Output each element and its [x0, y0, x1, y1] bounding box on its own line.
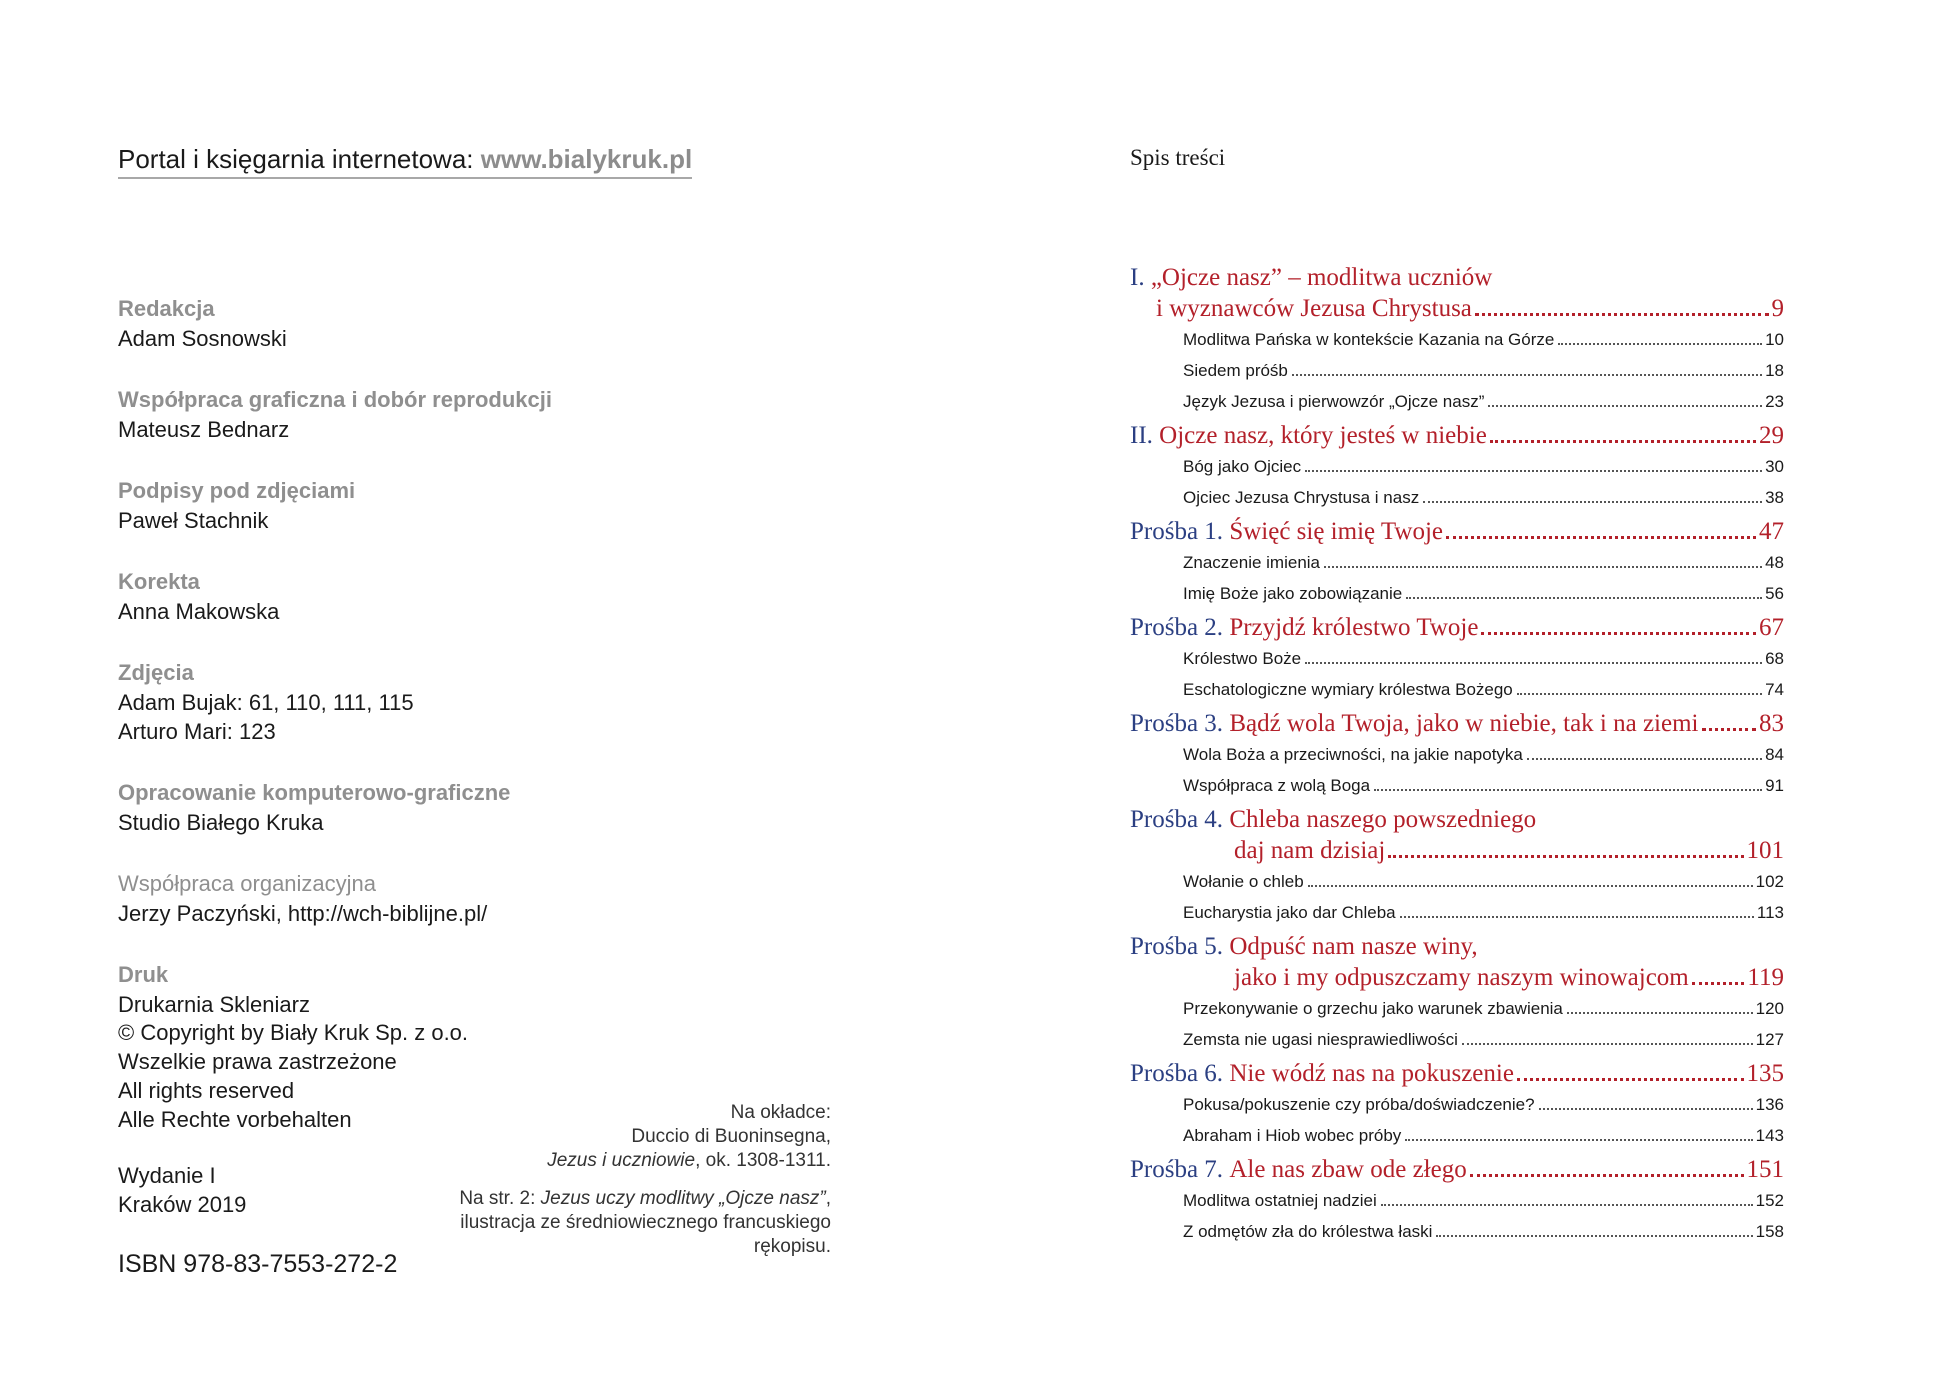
dot-leader	[1702, 728, 1757, 731]
toc-subentry[interactable]	[1183, 1216, 1784, 1247]
chapter-heading[interactable]	[1130, 612, 1784, 643]
dot-leader	[1527, 758, 1762, 760]
chapter-title: Ojcze nasz, który jesteś w niebie	[1159, 422, 1487, 449]
chapter-page: 135	[1746, 1060, 1784, 1087]
toc-subentry[interactable]	[1183, 355, 1784, 386]
toc-subentry[interactable]	[1183, 482, 1784, 513]
subentry-page: 136	[1755, 1095, 1784, 1114]
chapter-heading[interactable]	[1130, 420, 1784, 451]
chapter-title-line	[1130, 293, 1784, 324]
credit-label: Redakcja	[118, 296, 215, 321]
dot-leader	[1517, 1078, 1744, 1081]
subentry-page: 113	[1756, 903, 1784, 922]
dot-leader	[1305, 662, 1762, 664]
credit-block	[118, 294, 718, 353]
chapter-number: Prośba 4.	[1130, 806, 1224, 833]
rights-line-pl: Wszelkie prawa zastrzeżone	[118, 1049, 397, 1074]
subentry-page: 91	[1765, 776, 1784, 795]
credit-value: Adam Bujak: 61, 110, 111, 115	[118, 690, 414, 715]
subentry-title: Siedem próśb	[1183, 361, 1288, 380]
chapter-title-line	[1130, 612, 1784, 643]
credit-label: Korekta	[118, 569, 200, 594]
dot-leader	[1400, 916, 1754, 918]
credit-label: Opracowanie komputerowo-graficzne	[118, 780, 511, 805]
dot-leader	[1324, 566, 1762, 568]
subentry-page: 68	[1765, 649, 1784, 668]
cover-author: Duccio di Buoninsegna,	[631, 1126, 831, 1147]
edition-place-year: Kraków 2019	[118, 1192, 247, 1217]
toc-heading: Spis treści	[1130, 145, 1226, 170]
isbn: ISBN 978-83-7553-272-2	[118, 1250, 398, 1278]
chapter-title-line	[1130, 835, 1784, 866]
chapter-title: Święć się imię Twoje	[1229, 518, 1444, 545]
chapter-heading[interactable]	[1130, 804, 1784, 866]
toc-subentry[interactable]	[1183, 1024, 1784, 1055]
toc-chapter	[1130, 262, 1784, 417]
dot-leader	[1539, 1108, 1753, 1110]
chapter-page: 67	[1759, 614, 1784, 641]
dot-leader	[1292, 374, 1762, 376]
credit-label: Druk	[118, 962, 169, 987]
credit-value: Adam Sosnowski	[118, 326, 287, 351]
credit-block	[118, 567, 718, 626]
credit-block	[118, 869, 718, 928]
subentry-title: Bóg jako Ojciec	[1183, 457, 1302, 476]
dot-leader	[1490, 440, 1756, 443]
subentry-title: Pokusa/pokuszenie czy próba/doświadczenie?	[1183, 1095, 1535, 1114]
chapter-title: Odpuść nam nasze winy,	[1229, 933, 1478, 960]
credits-list	[118, 294, 718, 1051]
toc-chapter	[1130, 708, 1784, 801]
subentry-page: 127	[1755, 1030, 1784, 1049]
dot-leader	[1470, 1174, 1744, 1177]
subentry-page: 152	[1755, 1191, 1784, 1210]
credit-value: Arturo Mari: 123	[118, 719, 276, 744]
page2-caption	[411, 1187, 831, 1259]
subentry-page: 158	[1755, 1222, 1784, 1241]
edition-block	[118, 1161, 246, 1219]
chapter-heading[interactable]	[1130, 1058, 1784, 1089]
dot-leader	[1305, 470, 1762, 472]
credit-value: Drukarnia Skleniarz	[118, 992, 310, 1017]
subentry-page: 48	[1765, 553, 1784, 572]
chapter-title: Chleba naszego powszedniego	[1229, 806, 1537, 833]
chapter-title-line	[1130, 262, 1784, 293]
credit-block	[118, 960, 718, 1019]
chapter-page: 151	[1746, 1156, 1784, 1183]
chapter-title: jako i my odpuszczamy naszym winowajcom	[1234, 964, 1689, 991]
dot-leader	[1558, 343, 1762, 345]
subentry-title: Ojciec Jezusa Chrystusa i nasz	[1183, 488, 1420, 507]
subentry-page: 23	[1765, 392, 1784, 411]
toc-chapter	[1130, 1058, 1784, 1151]
toc-subentry[interactable]	[1183, 643, 1784, 674]
chapter-page: 47	[1759, 518, 1784, 545]
credit-block	[118, 778, 718, 837]
chapter-number: II.	[1130, 422, 1153, 449]
toc-subentry[interactable]	[1183, 866, 1784, 897]
chapter-title-line	[1130, 708, 1784, 739]
toc-subentry[interactable]	[1183, 324, 1784, 355]
chapter-title-line	[1130, 516, 1784, 547]
dot-leader	[1423, 501, 1762, 503]
dot-leader	[1308, 885, 1753, 887]
chapter-page: 83	[1759, 710, 1784, 737]
toc-subentry[interactable]	[1183, 1120, 1784, 1151]
subentry-title: Współpraca z wolą Boga	[1183, 776, 1371, 795]
chapter-title-line	[1130, 804, 1784, 835]
dot-leader	[1567, 1012, 1753, 1014]
dot-leader	[1475, 313, 1769, 316]
chapter-title-line	[1130, 1154, 1784, 1185]
chapter-page: 119	[1747, 964, 1784, 991]
chapter-page: 101	[1746, 837, 1784, 864]
credit-label: Współpraca organizacyjna	[118, 871, 377, 896]
subentry-title: Zemsta nie ugasi niesprawiedliwości	[1183, 1030, 1458, 1049]
chapter-title-line	[1130, 420, 1784, 451]
chapter-title: „Ojcze nasz” – modlitwa uczniów	[1150, 264, 1493, 291]
toc-subentry[interactable]	[1183, 386, 1784, 417]
dot-leader	[1405, 1139, 1752, 1141]
page2-prefix: Na str. 2:	[459, 1188, 541, 1209]
subentry-title: Język Jezusa i pierwowzór „Ojcze nasz”	[1183, 392, 1485, 411]
subentry-page: 102	[1755, 872, 1784, 891]
toc-chapter	[1130, 516, 1784, 609]
cover-label: Na okładce:	[730, 1102, 831, 1123]
cover-caption	[411, 1101, 831, 1259]
credit-label: Współpraca graficzna i dobór reprodukcji	[118, 387, 552, 412]
toc-subentry[interactable]	[1183, 770, 1784, 801]
toc-chapter	[1130, 612, 1784, 705]
subentry-title: Imię Boże jako zobowiązanie	[1183, 584, 1403, 603]
subentry-page: 10	[1765, 330, 1784, 349]
toc-subentry[interactable]	[1183, 739, 1784, 770]
toc-subentry[interactable]	[1183, 993, 1784, 1024]
credit-value: Mateusz Bednarz	[118, 417, 290, 442]
toc-subentry[interactable]	[1183, 1185, 1784, 1216]
cover-title: Jezus i uczniowie	[547, 1150, 696, 1171]
page2-title: Jezus uczy modlitwy „Ojcze nasz”	[540, 1188, 826, 1209]
credit-block	[118, 476, 718, 535]
subentry-page: 18	[1765, 361, 1784, 380]
credit-value: Jerzy Paczyński, http://wch-biblijne.pl/	[118, 901, 488, 926]
subentry-page: 143	[1755, 1126, 1784, 1145]
portal-link[interactable]: www.bialykruk.pl	[480, 144, 693, 174]
credit-value: Studio Białego Kruka	[118, 810, 324, 835]
dot-leader	[1388, 855, 1743, 858]
rights-line-de: Alle Rechte vorbehalten	[118, 1107, 352, 1132]
credit-label: Podpisy pod zdjęciami	[118, 478, 356, 503]
subentry-title: Modlitwa Pańska w kontekście Kazania na Górze	[1183, 330, 1555, 349]
chapter-title: Nie wódź nas na pokuszenie	[1229, 1060, 1514, 1087]
dot-leader	[1692, 982, 1745, 985]
toc-subentry[interactable]	[1183, 451, 1784, 482]
subentry-title: Eucharystia jako dar Chleba	[1183, 903, 1396, 922]
dot-leader	[1381, 1204, 1753, 1206]
subentry-title: Eschatologiczne wymiary królestwa Bożego	[1183, 680, 1513, 699]
credit-block	[118, 658, 718, 746]
subentry-page: 120	[1755, 999, 1784, 1018]
chapter-number: Prośba 2.	[1130, 614, 1224, 641]
toc-subentry[interactable]	[1183, 1089, 1784, 1120]
dot-leader	[1481, 632, 1756, 635]
cover-work	[411, 1149, 831, 1173]
edition-number: Wydanie I	[118, 1163, 216, 1188]
toc-subentry[interactable]	[1183, 578, 1784, 609]
dot-leader	[1488, 405, 1762, 407]
subentry-title: Wola Boża a przeciwności, na jakie napotyka	[1183, 745, 1523, 764]
right-page	[975, 0, 1949, 1388]
chapter-heading[interactable]	[1130, 516, 1784, 547]
credit-block	[118, 385, 718, 444]
dot-leader	[1462, 1043, 1753, 1045]
subentry-page: 74	[1765, 680, 1784, 699]
chapter-heading[interactable]	[1130, 1154, 1784, 1185]
chapter-number: Prośba 3.	[1130, 710, 1224, 737]
subentry-title: Modlitwa ostatniej nadziei	[1183, 1191, 1377, 1210]
chapter-title-line	[1130, 931, 1784, 962]
portal-prefix: Portal i księgarnia internetowa:	[118, 144, 481, 174]
rights-line-en: All rights reserved	[118, 1078, 295, 1103]
page2-rest: , ilustracja ze średniowiecznego francuskiego rękopisu.	[460, 1188, 831, 1257]
chapter-heading[interactable]	[1130, 708, 1784, 739]
chapter-title: Przyjdź królestwo Twoje	[1229, 614, 1479, 641]
cover-date: , ok. 1308-1311.	[695, 1150, 831, 1171]
chapter-number: Prośba 6.	[1130, 1060, 1224, 1087]
subentry-title: Królestwo Boże	[1183, 649, 1302, 668]
dot-leader	[1446, 536, 1756, 539]
chapter-title: daj nam dzisiaj	[1234, 837, 1386, 864]
chapter-title-line	[1130, 962, 1784, 993]
toc-chapter	[1130, 1154, 1784, 1247]
chapter-heading[interactable]	[1130, 262, 1784, 324]
chapter-number: Prośba 5.	[1130, 933, 1224, 960]
chapter-title: Bądź wola Twoja, jako w niebie, tak i na ziemi	[1229, 710, 1699, 737]
toc-subentry[interactable]	[1183, 897, 1784, 928]
subentry-page: 38	[1765, 488, 1784, 507]
subentry-title: Przekonywanie o grzechu jako warunek zbawienia	[1183, 999, 1563, 1018]
toc-chapter	[1130, 804, 1784, 928]
dot-leader	[1374, 789, 1762, 791]
toc-subentry[interactable]	[1183, 674, 1784, 705]
dot-leader	[1517, 693, 1762, 695]
chapter-page: 9	[1771, 295, 1784, 322]
chapter-page: 29	[1759, 422, 1784, 449]
dot-leader	[1436, 1235, 1752, 1237]
subentry-page: 30	[1765, 457, 1784, 476]
subentry-title: Z odmętów zła do królestwa łaski	[1183, 1222, 1433, 1241]
subentry-title: Znaczenie imienia	[1183, 553, 1321, 572]
subentry-page: 56	[1765, 584, 1784, 603]
chapter-heading[interactable]	[1130, 931, 1784, 993]
chapter-number: Prośba 1.	[1130, 518, 1224, 545]
copyright-line: © Copyright by Biały Kruk Sp. z o.o.	[118, 1020, 469, 1045]
toc-chapter	[1130, 931, 1784, 1055]
chapter-title-line	[1130, 1058, 1784, 1089]
portal-line	[118, 144, 692, 179]
subentry-page: 84	[1765, 745, 1784, 764]
toc-chapter	[1130, 420, 1784, 513]
credit-value: Anna Makowska	[118, 599, 280, 624]
chapter-title: Ale nas zbaw ode złego	[1229, 1156, 1467, 1183]
subentry-title: Abraham i Hiob wobec próby	[1183, 1126, 1402, 1145]
credit-label: Zdjęcia	[118, 660, 194, 685]
chapter-number: Prośba 7.	[1130, 1156, 1224, 1183]
table-of-contents	[1130, 262, 1784, 1250]
chapter-number: I.	[1130, 264, 1145, 291]
chapter-title: i wyznawców Jezusa Chrystusa	[1156, 295, 1472, 322]
dot-leader	[1406, 597, 1762, 599]
subentry-title: Wołanie o chleb	[1183, 872, 1304, 891]
credit-value: Paweł Stachnik	[118, 508, 269, 533]
toc-subentry[interactable]	[1183, 547, 1784, 578]
